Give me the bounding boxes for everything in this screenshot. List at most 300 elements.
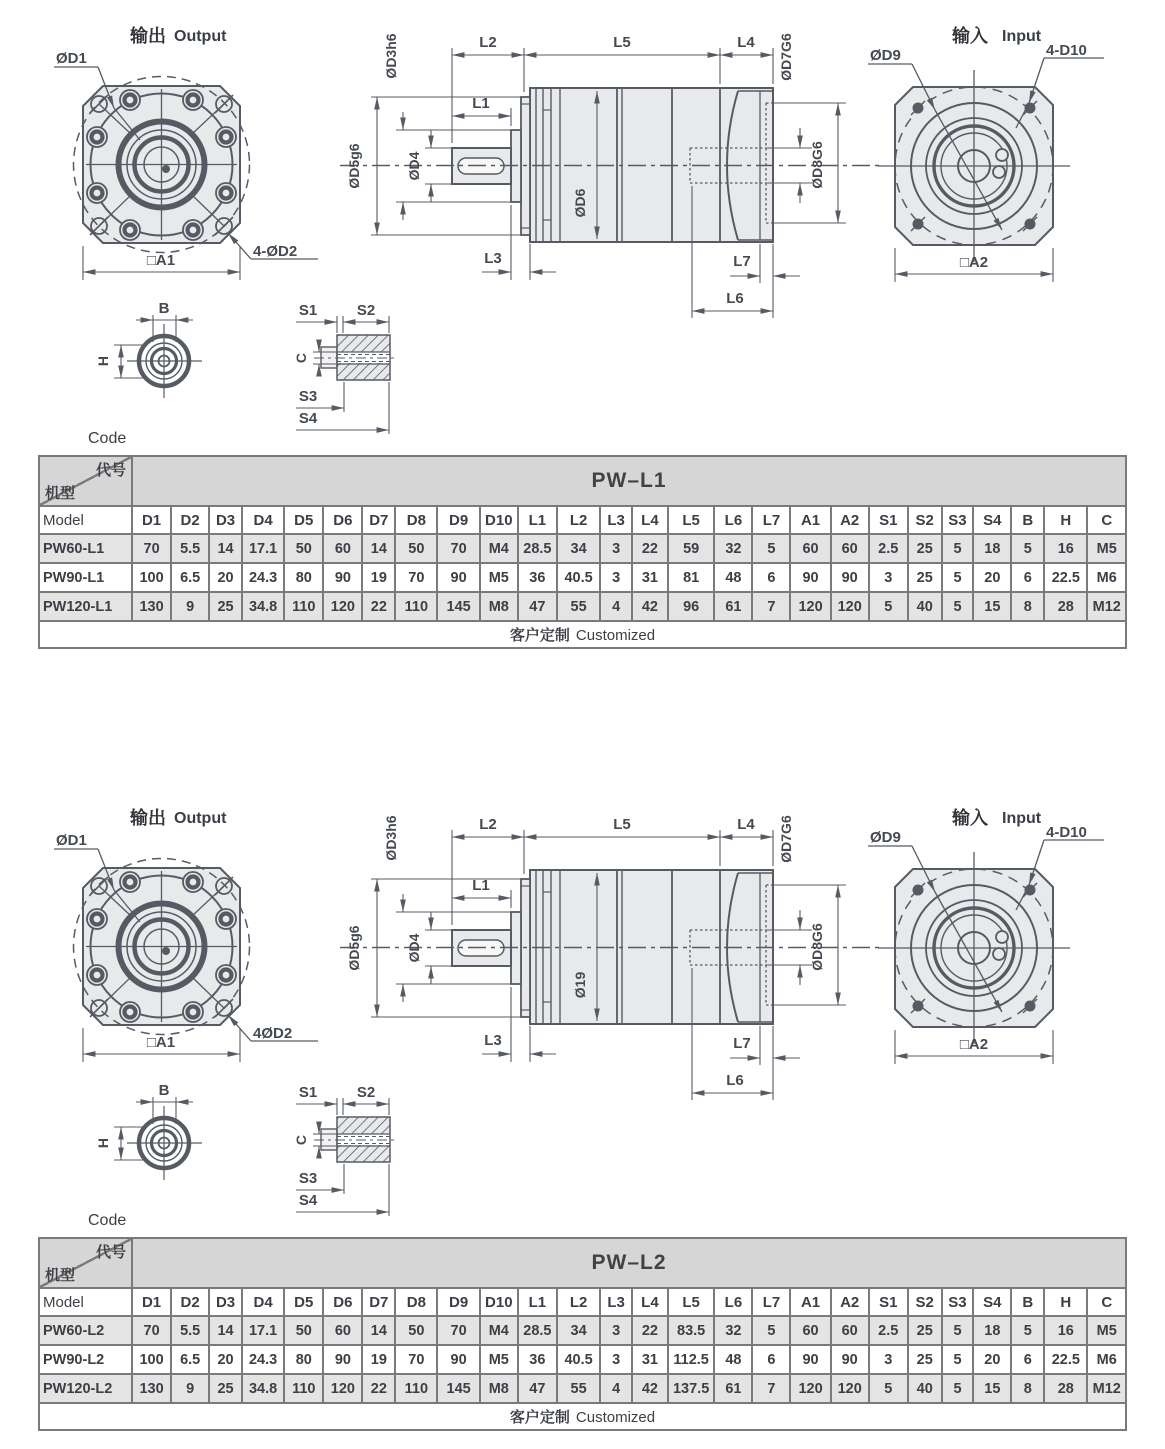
value-cell: 5 <box>1011 534 1044 563</box>
value-cell: 4 <box>600 1374 632 1403</box>
value-cell: 40.5 <box>557 563 600 592</box>
corner-label-code: 代号 <box>96 1244 127 1261</box>
code-label: Code <box>88 1212 127 1229</box>
value-cell: 6 <box>1011 563 1044 592</box>
dim-label-s2: S2 <box>356 302 376 319</box>
value-cell: M4 <box>480 1316 518 1345</box>
value-cell: 70 <box>395 1345 437 1374</box>
dim-label-l6: L6 <box>726 1072 744 1089</box>
value-cell: 34.8 <box>242 1374 284 1403</box>
table-row <box>39 1374 1126 1403</box>
output-title-cn: 输出 <box>130 808 166 828</box>
dim-label-od6: ØD6 <box>572 188 588 218</box>
footer-en: Customized <box>575 627 656 644</box>
column-header: L4 <box>632 506 668 534</box>
value-cell: 100 <box>132 563 171 592</box>
column-header: L4 <box>632 1288 668 1316</box>
column-header: D3 <box>209 506 242 534</box>
value-cell: 80 <box>284 1345 323 1374</box>
value-cell: 15 <box>973 1374 1011 1403</box>
spec-table <box>38 455 1127 649</box>
value-cell: 110 <box>284 592 323 621</box>
value-cell: 55 <box>557 592 600 621</box>
column-header: D6 <box>323 506 362 534</box>
value-cell: 120 <box>790 1374 830 1403</box>
drawing-area-pw-l2 <box>0 782 1165 1234</box>
dim-label-b: B <box>158 1082 170 1099</box>
value-cell: 70 <box>437 1316 479 1345</box>
value-cell: 14 <box>362 534 395 563</box>
value-cell: 70 <box>437 534 479 563</box>
column-header: D2 <box>171 506 209 534</box>
dimension-table-pw-l1 <box>38 455 1127 649</box>
column-header: D7 <box>362 1288 395 1316</box>
column-header: D4 <box>242 1288 284 1316</box>
dim-label-a2: □A2 <box>959 254 989 271</box>
dim-label-l4: L4 <box>737 816 755 833</box>
value-cell: 19 <box>362 563 395 592</box>
column-header: D6 <box>323 1288 362 1316</box>
footer-cn: 客户定制 <box>509 627 570 644</box>
value-cell: 5 <box>752 534 790 563</box>
dim-label-s3: S3 <box>298 388 318 405</box>
value-cell: 96 <box>668 592 715 621</box>
value-cell: 5 <box>752 1316 790 1345</box>
table-corner-cell <box>39 1238 132 1288</box>
column-header: C <box>1087 1288 1126 1316</box>
column-header: D9 <box>437 506 479 534</box>
value-cell: 5.5 <box>171 534 209 563</box>
column-header: L5 <box>668 506 715 534</box>
value-cell: 3 <box>600 1345 632 1374</box>
value-cell: 24.3 <box>242 1345 284 1374</box>
corner-label-model: 机型 <box>45 1267 76 1284</box>
column-header: S3 <box>942 506 974 534</box>
value-cell: 50 <box>395 534 437 563</box>
dim-label-od7: ØD7G6 <box>778 33 794 81</box>
value-cell: 42 <box>632 1374 668 1403</box>
value-cell: 5 <box>942 1345 974 1374</box>
model-cell: PW90-L1 <box>39 563 132 592</box>
value-cell: 6 <box>1011 1345 1044 1374</box>
table-row <box>39 592 1126 621</box>
code-label: Code <box>88 430 127 447</box>
dim-label-a1: □A1 <box>146 1034 176 1051</box>
dim-label-od5: ØD5g6 <box>346 925 362 971</box>
value-cell: 28 <box>1044 592 1087 621</box>
column-header: S3 <box>942 1288 974 1316</box>
value-cell: 6 <box>752 563 790 592</box>
value-cell: 36 <box>518 1345 557 1374</box>
value-cell: 5 <box>1011 1316 1044 1345</box>
value-cell: 32 <box>714 1316 752 1345</box>
column-header: B <box>1011 1288 1044 1316</box>
input-flange-view <box>868 25 1104 282</box>
value-cell: 81 <box>668 563 715 592</box>
dim-label-4d10: 4-D10 <box>1046 824 1087 841</box>
value-cell: 3 <box>600 1316 632 1345</box>
value-cell: 16 <box>1044 1316 1087 1345</box>
input-title-cn: 输入 <box>952 808 988 828</box>
input-flange-view <box>868 807 1104 1064</box>
shaft-end-detail-view <box>293 1084 398 1216</box>
column-header: D10 <box>480 1288 518 1316</box>
dim-label-l5: L5 <box>613 34 631 51</box>
dim-label-l5: L5 <box>613 816 631 833</box>
column-header: D5 <box>284 1288 323 1316</box>
value-cell: 6.5 <box>171 1345 209 1374</box>
value-cell: 48 <box>714 563 752 592</box>
value-cell: 60 <box>323 534 362 563</box>
column-header: S4 <box>973 506 1011 534</box>
dim-label-s4: S4 <box>298 1192 318 1209</box>
input-title-cn: 输入 <box>952 26 988 46</box>
dim-label-od9: ØD9 <box>870 47 901 64</box>
value-cell: 5 <box>942 1316 974 1345</box>
value-cell: 36 <box>518 563 557 592</box>
value-cell: 2.5 <box>869 534 908 563</box>
column-header: H <box>1044 1288 1087 1316</box>
dim-label-od1: ØD1 <box>56 832 87 849</box>
column-header: S1 <box>869 1288 908 1316</box>
value-cell: 55 <box>557 1374 600 1403</box>
value-cell: 120 <box>790 592 830 621</box>
value-cell: 50 <box>395 1316 437 1345</box>
value-cell: 83.5 <box>668 1316 715 1345</box>
value-cell: M12 <box>1087 592 1126 621</box>
table-row <box>39 1316 1126 1345</box>
footer-en: Customized <box>575 1409 656 1426</box>
dim-label-c: C <box>293 1134 309 1146</box>
gearbox-technical-drawing <box>0 782 1165 1234</box>
value-cell: 60 <box>831 534 869 563</box>
column-header: D8 <box>395 506 437 534</box>
section-pw-l2 <box>0 782 1165 1442</box>
value-cell: 42 <box>632 592 668 621</box>
dim-label-l6: L6 <box>726 290 744 307</box>
value-cell: 18 <box>973 534 1011 563</box>
model-cell: PW90-L2 <box>39 1345 132 1374</box>
value-cell: 3 <box>869 563 908 592</box>
output-title-en: Output <box>174 28 227 45</box>
value-cell: 9 <box>171 592 209 621</box>
value-cell: 22 <box>362 1374 395 1403</box>
value-cell: 18 <box>973 1316 1011 1345</box>
value-cell: 3 <box>600 534 632 563</box>
value-cell: 24.3 <box>242 563 284 592</box>
value-cell: 3 <box>869 1345 908 1374</box>
dim-label-od6: Ø19 <box>572 971 588 999</box>
value-cell: 34 <box>557 534 600 563</box>
value-cell: 8 <box>1011 592 1044 621</box>
value-cell: M4 <box>480 534 518 563</box>
column-header: L1 <box>518 506 557 534</box>
dim-label-od3: ØD3h6 <box>383 815 399 861</box>
model-cell: PW60-L2 <box>39 1316 132 1345</box>
value-cell: 20 <box>209 1345 242 1374</box>
value-cell: 137.5 <box>668 1374 715 1403</box>
dim-label-l2: L2 <box>479 34 497 51</box>
model-header-cell: Model <box>39 1288 132 1316</box>
value-cell: 32 <box>714 534 752 563</box>
value-cell: 47 <box>518 1374 557 1403</box>
value-cell: 22 <box>362 592 395 621</box>
column-header: D3 <box>209 1288 242 1316</box>
dim-label-4od2: 4-ØD2 <box>253 243 298 260</box>
column-header: A2 <box>831 506 869 534</box>
value-cell: 28.5 <box>518 1316 557 1345</box>
value-cell: 5 <box>869 1374 908 1403</box>
value-cell: 25 <box>908 534 942 563</box>
column-header: L2 <box>557 1288 600 1316</box>
footer-cn: 客户定制 <box>509 1409 570 1426</box>
value-cell: 25 <box>908 1345 942 1374</box>
value-cell: M6 <box>1087 1345 1126 1374</box>
dim-label-l1: L1 <box>472 877 490 894</box>
value-cell: 90 <box>790 1345 830 1374</box>
table-corner-cell <box>39 456 132 506</box>
value-cell: 34.8 <box>242 592 284 621</box>
value-cell: 110 <box>284 1374 323 1403</box>
value-cell: 14 <box>362 1316 395 1345</box>
dim-label-od9: ØD9 <box>870 829 901 846</box>
dim-label-od8: ØD8G6 <box>809 141 825 189</box>
value-cell: 59 <box>668 534 715 563</box>
value-cell: 2.5 <box>869 1316 908 1345</box>
value-cell: 17.1 <box>242 1316 284 1345</box>
output-title-en: Output <box>174 810 227 827</box>
series-title-cell: PW–L2 <box>132 1238 1126 1288</box>
value-cell: 112.5 <box>668 1345 715 1374</box>
dim-label-l3: L3 <box>484 250 502 267</box>
column-header: A2 <box>831 1288 869 1316</box>
column-header: D5 <box>284 506 323 534</box>
value-cell: 48 <box>714 1345 752 1374</box>
dim-label-s1: S1 <box>298 302 318 319</box>
column-header: D8 <box>395 1288 437 1316</box>
dim-label-l4: L4 <box>737 34 755 51</box>
value-cell: 20 <box>973 563 1011 592</box>
keyway-detail-view <box>95 1082 202 1180</box>
drawing-area-pw-l1 <box>0 0 1165 452</box>
column-header: L1 <box>518 1288 557 1316</box>
gearbox-technical-drawing <box>0 0 1165 452</box>
dim-label-od8: ØD8G6 <box>809 923 825 971</box>
value-cell: 100 <box>132 1345 171 1374</box>
value-cell: 70 <box>132 1316 171 1345</box>
value-cell: 14 <box>209 534 242 563</box>
column-header: D9 <box>437 1288 479 1316</box>
column-header: S2 <box>908 1288 942 1316</box>
dim-label-a1: □A1 <box>146 252 176 269</box>
value-cell: 90 <box>437 1345 479 1374</box>
dimension-table-pw-l2 <box>38 1237 1127 1431</box>
value-cell: 20 <box>209 563 242 592</box>
input-title-en: Input <box>1002 810 1042 827</box>
value-cell: 90 <box>831 563 869 592</box>
value-cell: 120 <box>831 592 869 621</box>
value-cell: 8 <box>1011 1374 1044 1403</box>
value-cell: 34 <box>557 1316 600 1345</box>
value-cell: 110 <box>395 1374 437 1403</box>
value-cell: 61 <box>714 1374 752 1403</box>
column-header: L7 <box>752 1288 790 1316</box>
column-header: S2 <box>908 506 942 534</box>
column-header: D1 <box>132 506 171 534</box>
value-cell: 9 <box>171 1374 209 1403</box>
column-header: A1 <box>790 506 830 534</box>
series-title-cell: PW–L1 <box>132 456 1126 506</box>
output-flange-view <box>54 807 318 1062</box>
value-cell: M6 <box>1087 563 1126 592</box>
dim-label-l2: L2 <box>479 816 497 833</box>
value-cell: 40 <box>908 1374 942 1403</box>
corner-label-model: 机型 <box>45 485 76 502</box>
side-section-view <box>340 815 880 1100</box>
value-cell: 70 <box>395 563 437 592</box>
value-cell: 28.5 <box>518 534 557 563</box>
dim-label-l1: L1 <box>472 95 490 112</box>
value-cell: 6 <box>752 1345 790 1374</box>
dim-label-l3: L3 <box>484 1032 502 1049</box>
column-header: C <box>1087 506 1126 534</box>
dim-label-l7: L7 <box>733 253 751 270</box>
dim-label-h: H <box>95 355 111 367</box>
value-cell: 14 <box>209 1316 242 1345</box>
value-cell: 40.5 <box>557 1345 600 1374</box>
column-header: L3 <box>600 1288 632 1316</box>
corner-label-code: 代号 <box>96 462 127 479</box>
value-cell: 22.5 <box>1044 563 1087 592</box>
value-cell: 90 <box>790 563 830 592</box>
value-cell: 31 <box>632 1345 668 1374</box>
column-header: L3 <box>600 506 632 534</box>
value-cell: 60 <box>831 1316 869 1345</box>
value-cell: 47 <box>518 592 557 621</box>
dim-label-a2: □A2 <box>959 1036 989 1053</box>
dim-label-s1: S1 <box>298 1084 318 1101</box>
dim-label-od1: ØD1 <box>56 50 87 67</box>
dim-label-4od2: 4ØD2 <box>253 1025 293 1042</box>
output-flange-view <box>54 25 318 280</box>
value-cell: 70 <box>132 534 171 563</box>
column-header: S1 <box>869 506 908 534</box>
value-cell: 5 <box>942 592 974 621</box>
dim-label-h: H <box>95 1137 111 1149</box>
dim-label-od5: ØD5g6 <box>346 143 362 189</box>
value-cell: 90 <box>323 1345 362 1374</box>
model-cell: PW60-L1 <box>39 534 132 563</box>
value-cell: M12 <box>1087 1374 1126 1403</box>
table-row <box>39 1345 1126 1374</box>
value-cell: 22.5 <box>1044 1345 1087 1374</box>
column-header: D10 <box>480 506 518 534</box>
keyway-detail-view <box>95 300 202 398</box>
value-cell: 28 <box>1044 1374 1087 1403</box>
column-header: L6 <box>714 1288 752 1316</box>
dim-label-b: B <box>158 300 170 317</box>
table-footer-cell <box>39 1403 1126 1430</box>
value-cell: 3 <box>600 563 632 592</box>
value-cell: 16 <box>1044 534 1087 563</box>
dim-label-c: C <box>293 352 309 364</box>
dim-label-4d10: 4-D10 <box>1046 42 1087 59</box>
spec-table <box>38 1237 1127 1431</box>
value-cell: 20 <box>973 1345 1011 1374</box>
column-header: B <box>1011 506 1044 534</box>
value-cell: 22 <box>632 534 668 563</box>
value-cell: M5 <box>480 1345 518 1374</box>
value-cell: 145 <box>437 1374 479 1403</box>
value-cell: 130 <box>132 592 171 621</box>
dim-label-od4: ØD4 <box>406 151 422 181</box>
value-cell: 25 <box>908 1316 942 1345</box>
value-cell: 4 <box>600 592 632 621</box>
value-cell: 25 <box>908 563 942 592</box>
value-cell: M5 <box>1087 534 1126 563</box>
value-cell: M5 <box>480 563 518 592</box>
value-cell: 25 <box>209 1374 242 1403</box>
dim-label-s4: S4 <box>298 410 318 427</box>
value-cell: 60 <box>790 1316 830 1345</box>
value-cell: M8 <box>480 592 518 621</box>
value-cell: 19 <box>362 1345 395 1374</box>
model-cell: PW120-L2 <box>39 1374 132 1403</box>
dim-label-od4: ØD4 <box>406 933 422 963</box>
value-cell: 130 <box>132 1374 171 1403</box>
column-header: L6 <box>714 506 752 534</box>
value-cell: 22 <box>632 1316 668 1345</box>
dim-label-s3: S3 <box>298 1170 318 1187</box>
value-cell: 90 <box>831 1345 869 1374</box>
value-cell: 110 <box>395 592 437 621</box>
column-header: L7 <box>752 506 790 534</box>
value-cell: 25 <box>209 592 242 621</box>
value-cell: 15 <box>973 592 1011 621</box>
value-cell: 5 <box>942 1374 974 1403</box>
value-cell: 120 <box>323 592 362 621</box>
value-cell: 90 <box>437 563 479 592</box>
value-cell: 80 <box>284 563 323 592</box>
value-cell: 31 <box>632 563 668 592</box>
value-cell: 17.1 <box>242 534 284 563</box>
column-header: D7 <box>362 506 395 534</box>
value-cell: 6.5 <box>171 563 209 592</box>
column-header: D1 <box>132 1288 171 1316</box>
table-footer-cell <box>39 621 1126 648</box>
value-cell: 50 <box>284 1316 323 1345</box>
dim-label-od7: ØD7G6 <box>778 815 794 863</box>
column-header: D2 <box>171 1288 209 1316</box>
value-cell: M8 <box>480 1374 518 1403</box>
column-header: H <box>1044 506 1087 534</box>
column-header: L5 <box>668 1288 715 1316</box>
value-cell: 5 <box>942 534 974 563</box>
value-cell: 5 <box>942 563 974 592</box>
table-row <box>39 563 1126 592</box>
value-cell: 7 <box>752 1374 790 1403</box>
value-cell: 61 <box>714 592 752 621</box>
value-cell: 60 <box>790 534 830 563</box>
dim-label-l7: L7 <box>733 1035 751 1052</box>
dim-label-s2: S2 <box>356 1084 376 1101</box>
dim-label-od3: ØD3h6 <box>383 33 399 79</box>
column-header: S4 <box>973 1288 1011 1316</box>
output-title-cn: 输出 <box>130 26 166 46</box>
input-title-en: Input <box>1002 28 1042 45</box>
value-cell: 120 <box>831 1374 869 1403</box>
value-cell: 5 <box>869 592 908 621</box>
